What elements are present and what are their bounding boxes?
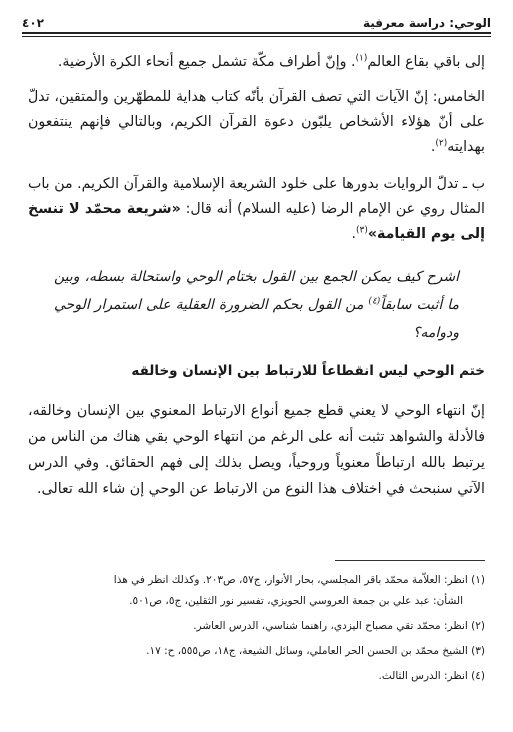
running-header <box>22 8 491 30</box>
paragraph-2 <box>28 85 485 160</box>
footnote-1-line-2: الشأن: عبد علي بن جمعة العروسي الحويزي، تفسير نور الثقلين، ج٥، ص٥٠١. <box>129 595 463 607</box>
paragraph-4: إنّ انتهاء الوحي لا يعني قطع جميع أنواع الارتباط المعنوي بين الإنسان وخالقه، فالأدلة والشواهد تثبت أنه على الرغم من انتهاء الوحي بقي هناك من الناس من يرتبط بالله ارتباطاً معنوياً وروحياً، ويصل بذلك إلى فهم الحقائق. وفي الدرس الآتي سنبحث في اختلاف هذا النوع من الارتباط عن الوحي إن شاء الله تعالى. <box>28 403 485 497</box>
footnote-separator <box>335 560 485 561</box>
review-question-text: اشرح كيف يمكن الجمع بين القول بختام الوحي واستحالة بسطه، وبين ما أثبت سابقاً <box>54 269 459 313</box>
hadith-quote: «شريعة محمّد لا تنسخ إلى يوم القيامة» <box>28 201 485 242</box>
footnote-1-line-1: (١) انظر: العلاّمة محمّد باقر المجلسي، بحار الأنوار، ج٥٧، ص٢٠٣. وكذلك انظر في هذا <box>113 574 485 586</box>
footnote-ref-4[interactable]: (٤) <box>368 296 381 307</box>
footnote-4: (٤) انظر: الدرس الثالث. <box>378 670 485 682</box>
footnotes <box>26 570 485 691</box>
review-question-text-cont: من القول بحكم الضرورة العقلية على استمرار الوحي ودوامه؟ <box>54 297 459 341</box>
header-rule <box>22 32 491 34</box>
paragraph-1 <box>28 50 485 75</box>
footnote-3: (٣) الشيخ محمّد بن الحسن الحر العاملي، وسائل الشيعة، ج١٨، ص٥٥٥، ح: ١٧. <box>146 645 485 657</box>
paragraph-1-text-cont: . وإنّ أطراف مكّة تشمل جميع أنحاء الكرة الأرضية. <box>57 54 356 70</box>
paragraph-3-end: . <box>351 226 356 242</box>
review-question <box>54 263 459 347</box>
header-rule-thin <box>22 36 491 37</box>
paragraph-1-text: إلى باقي بقاع العالم <box>367 54 485 70</box>
section-heading: ختم الوحي ليس انقطاعاً للارتباط بين الإنسان وخالقه <box>131 363 485 379</box>
page-number: ٤٠٢ <box>22 16 44 30</box>
footnote-1 <box>26 570 485 612</box>
page-body <box>28 50 485 502</box>
paragraph-2-end: . <box>430 139 436 155</box>
paragraph-2-text: الخامس: إنّ الآيات التي تصف القرآن بأنّه كتاب هداية للمطهّرين والمتقين، تدلّ على أنّ هؤلاء الأشخاص يلبّون دعوة القرآن الكريم، وبالتالي فإنهم ينتفعون بهدايته <box>28 89 485 155</box>
footnote-ref-3[interactable]: (٣) <box>356 225 368 236</box>
paragraph-3-text: ب ـ تدلّ الروايات بدورها على خلود الشريعة الإسلامية والقرآن الكريم. من باب المثال روي عن الإمام الرضا (عليه السلام) أنه قال: <box>28 176 485 217</box>
running-title: الوحي: دراسة معرفية <box>362 16 491 30</box>
footnote-ref-2[interactable]: (٢) <box>435 138 448 149</box>
paragraph-3 <box>28 172 485 247</box>
footnote-2: (٢) انظر: محمّد تقي مصباح اليزدي، راهنما شناسي، الدرس العاشر. <box>193 620 485 632</box>
footnote-ref-1[interactable]: (١) <box>355 53 368 64</box>
